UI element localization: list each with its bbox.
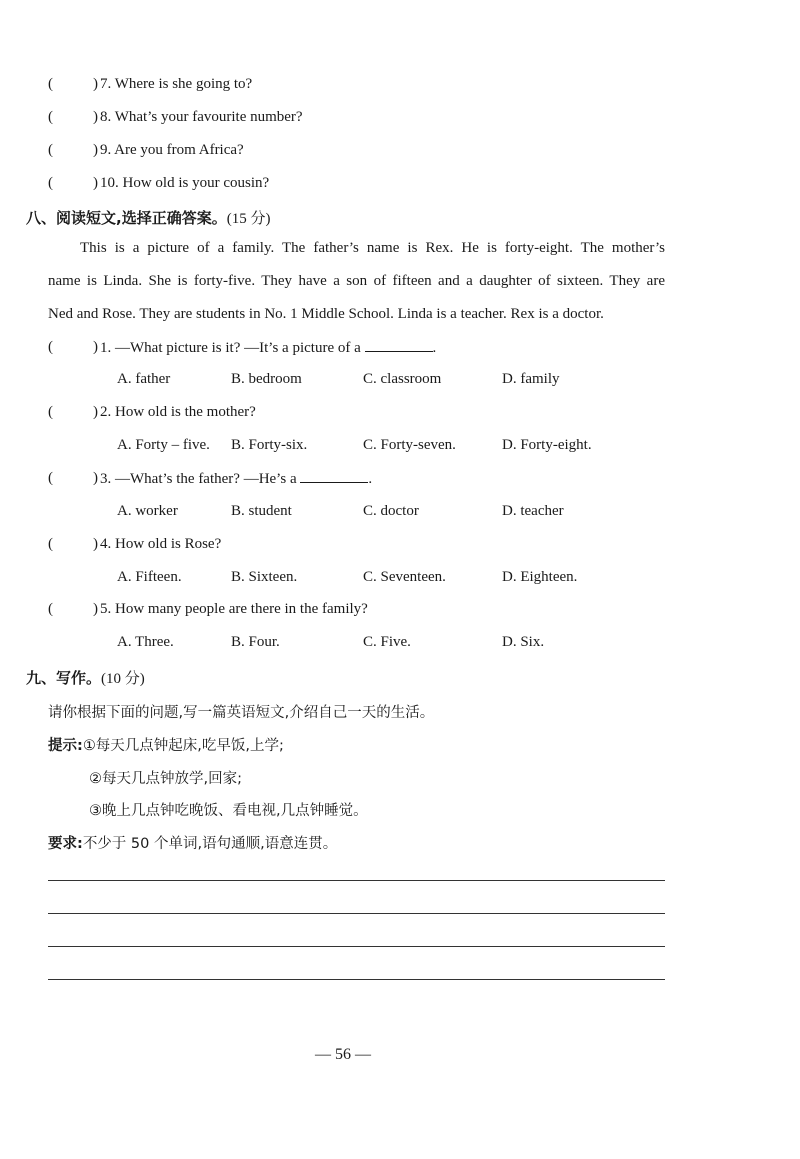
question-text: 10. How old is your cousin?	[100, 175, 270, 191]
writing-line[interactable]	[48, 880, 665, 881]
writing-line[interactable]	[48, 913, 665, 914]
question-text	[100, 470, 372, 488]
question-text: 2. How old is the mother?	[100, 404, 256, 420]
option-d[interactable]: D. teacher	[502, 503, 564, 519]
answer-paren-close: )	[93, 109, 98, 125]
option-c[interactable]: C. Five.	[363, 634, 411, 650]
answer-paren-close: )	[93, 536, 98, 552]
option-c[interactable]: C. doctor	[363, 503, 419, 519]
page-number: — 56 —	[315, 1046, 371, 1063]
question-text: 5. How many people are there in the family?	[100, 601, 368, 617]
option-b[interactable]: B. bedroom	[231, 371, 302, 387]
hint-2: ②每天几点钟放学,回家;	[89, 771, 242, 787]
option-b[interactable]: B. Forty-six.	[231, 437, 308, 453]
question-text	[100, 339, 436, 357]
answer-paren-close: )	[93, 175, 98, 191]
answer-paren-open[interactable]: (	[48, 536, 53, 552]
question-text-after: .	[432, 340, 437, 356]
answer-paren-close: )	[93, 339, 98, 355]
option-a[interactable]: A. Fifteen.	[117, 569, 182, 585]
option-c[interactable]: C. Forty-seven.	[363, 437, 456, 453]
option-a[interactable]: A. father	[117, 371, 171, 387]
question-text: 7. Where is she going to?	[100, 76, 253, 92]
requirement-line	[48, 832, 337, 853]
question-text-before: 1. —What picture is it? —It’s a picture of a	[100, 340, 361, 356]
fill-blank[interactable]	[300, 470, 368, 483]
section8-title: 八、阅读短文,选择正确答案。	[26, 209, 227, 227]
answer-paren-open[interactable]: (	[48, 470, 53, 486]
option-c[interactable]: C. classroom	[363, 371, 442, 387]
option-d[interactable]: D. Six.	[502, 634, 545, 650]
answer-paren-open[interactable]: (	[48, 601, 53, 617]
answer-paren-open[interactable]: (	[48, 142, 53, 158]
option-a[interactable]: A. Forty – five.	[117, 437, 210, 453]
option-d[interactable]: D. Eighteen.	[502, 569, 578, 585]
hint-3: ③晚上几点钟吃晚饭、看电视,几点钟睡觉。	[89, 803, 368, 819]
question-text: 9. Are you from Africa?	[100, 142, 244, 158]
question-text: 8. What’s your favourite number?	[100, 109, 303, 125]
hint-label: 提示:	[48, 738, 83, 754]
question-text-after: .	[368, 471, 373, 487]
option-b[interactable]: B. Four.	[231, 634, 280, 650]
answer-paren-close: )	[93, 404, 98, 420]
section9-title: 九、写作。	[26, 669, 102, 687]
answer-paren-close: )	[93, 601, 98, 617]
answer-paren-open[interactable]: (	[48, 339, 53, 355]
requirement-text: 不少于 50 个单词,语句通顺,语意连贯。	[82, 836, 338, 852]
question-text: 4. How old is Rose?	[100, 536, 222, 552]
section8-score: (15 分)	[226, 211, 271, 227]
section9-heading	[26, 667, 145, 688]
answer-paren-close: )	[93, 142, 98, 158]
passage-line-3: Ned and Rose. They are students in No. 1 Middle School. Linda is a teacher. Rex is a doctor.	[48, 306, 604, 322]
answer-paren-close: )	[93, 470, 98, 486]
writing-line[interactable]	[48, 946, 665, 947]
answer-paren-close: )	[93, 76, 98, 92]
passage-line-2: name is Linda. She is forty-five. They have a son of fifteen and a daughter of sixteen. They are	[48, 273, 665, 289]
option-b[interactable]: B. student	[231, 503, 292, 519]
option-a[interactable]: A. worker	[117, 503, 178, 519]
option-b[interactable]: B. Sixteen.	[231, 569, 298, 585]
writing-instruction: 请你根据下面的问题,写一篇英语短文,介绍自己一天的生活。	[48, 705, 435, 721]
writing-line[interactable]	[48, 979, 665, 980]
hint-line-1	[48, 734, 284, 755]
section9-score: (10 分)	[101, 671, 145, 687]
answer-paren-open[interactable]: (	[48, 175, 53, 191]
option-d[interactable]: D. Forty-eight.	[502, 437, 592, 453]
hint-1: ①每天几点钟起床,吃早饭,上学;	[82, 738, 284, 754]
section8-heading	[26, 207, 270, 228]
option-d[interactable]: D. family	[502, 371, 560, 387]
answer-paren-open[interactable]: (	[48, 404, 53, 420]
answer-paren-open[interactable]: (	[48, 109, 53, 125]
passage-line-1: This is a picture of a family. The father’s name is Rex. He is forty-eight. The mother’s	[80, 240, 665, 256]
question-text-before: 3. —What’s the father? —He’s a	[100, 471, 297, 487]
answer-paren-open[interactable]: (	[48, 76, 53, 92]
requirement-label: 要求:	[48, 836, 83, 852]
fill-blank[interactable]	[365, 339, 433, 352]
option-c[interactable]: C. Seventeen.	[363, 569, 446, 585]
option-a[interactable]: A. Three.	[117, 634, 174, 650]
